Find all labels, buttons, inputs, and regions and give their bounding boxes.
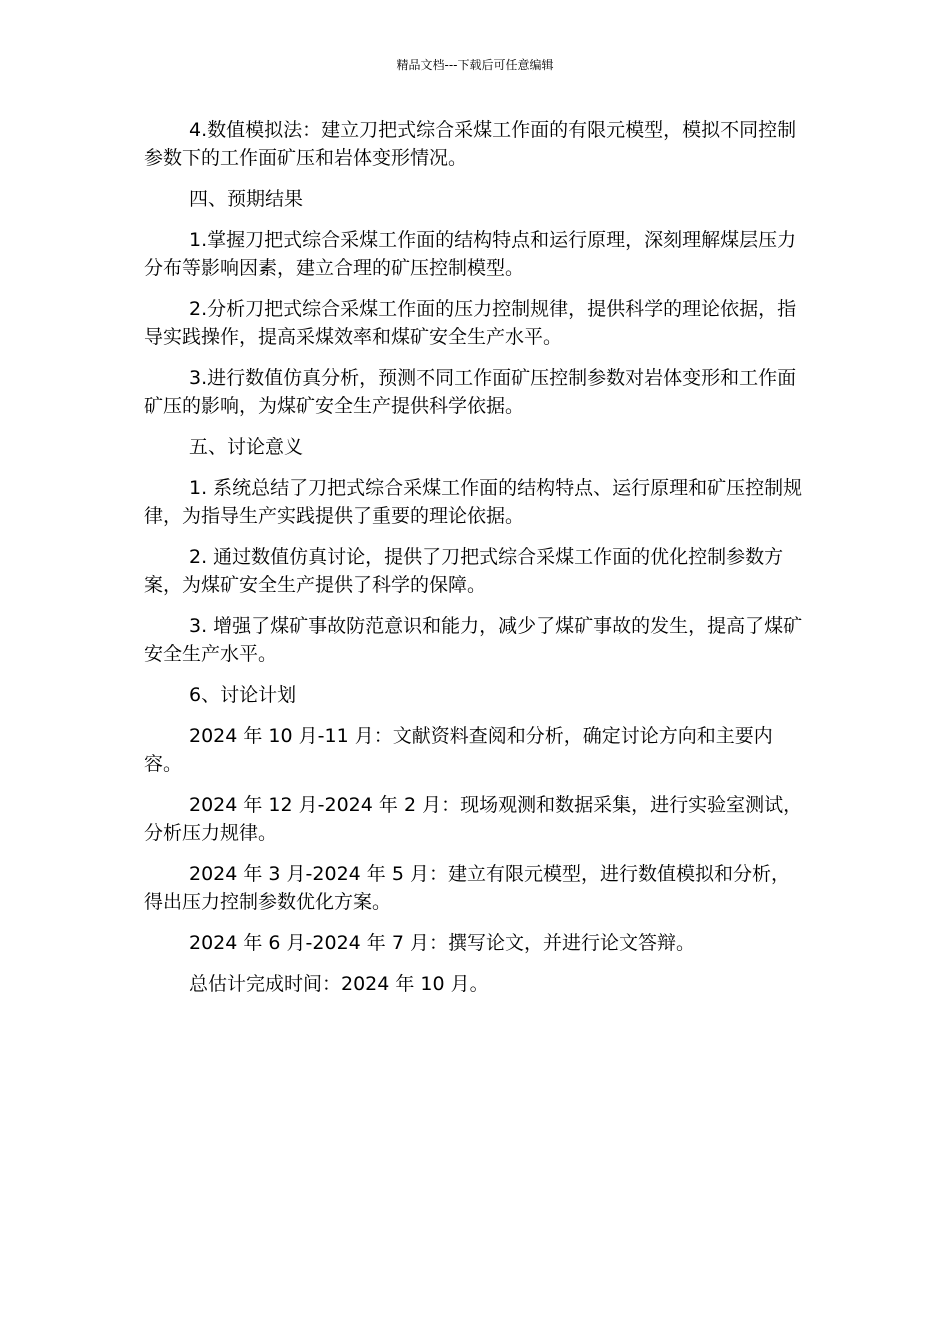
plan-item-4: 2024 年 6 月-2024 年 7 月：撰写论文，并进行论文答辩。 bbox=[189, 932, 695, 954]
paragraph-numerical-simulation: 4.数值模拟法：建立刀把式综合采煤工作面的有限元模型，模拟不同控制参数下的工作面矿压和岩体变形情况。 bbox=[144, 119, 797, 169]
paragraph-significance-2: 2. 通过数值仿真讨论，提供了刀把式综合采煤工作面的优化控制参数方案，为煤矿安全生产提供了科学的保障。 bbox=[144, 546, 784, 596]
plan-item-1: 2024 年 10 月-11 月：文献资料查阅和分析，确定讨论方向和主要内容。 bbox=[144, 725, 773, 775]
page-header: 精品文档---下载后可任意编辑 bbox=[396, 58, 554, 72]
plan-item-2: 2024 年 12 月-2024 年 2 月：现场观测和数据采集，进行实验室测试，分析压力规律。 bbox=[144, 794, 803, 844]
plan-item-3: 2024 年 3 月-2024 年 5 月：建立有限元模型，进行数值模拟和分析，得出压力控制参数优化方案。 bbox=[144, 863, 790, 913]
paragraph-result-3: 3.进行数值仿真分析，预测不同工作面矿压控制参数对岩体变形和工作面矿压的影响，为煤矿安全生产提供科学依据。 bbox=[144, 367, 797, 417]
section-heading-significance: 五、讨论意义 bbox=[189, 436, 304, 458]
section-heading-plan: 6、讨论计划 bbox=[189, 684, 297, 706]
plan-total-time: 总估计完成时间：2024 年 10 月。 bbox=[189, 973, 489, 995]
paragraph-result-2: 2.分析刀把式综合采煤工作面的压力控制规律，提供科学的理论依据，指导实践操作，提高采煤效率和煤矿安全生产水平。 bbox=[144, 298, 797, 348]
paragraph-significance-1: 1. 系统总结了刀把式综合采煤工作面的结构特点、运行原理和矿压控制规律，为指导生产实践提供了重要的理论依据。 bbox=[144, 477, 803, 527]
paragraph-result-1: 1.掌握刀把式综合采煤工作面的结构特点和运行原理，深刻理解煤层压力分布等影响因素，建立合理的矿压控制模型。 bbox=[144, 229, 797, 279]
paragraph-significance-3: 3. 增强了煤矿事故防范意识和能力，减少了煤矿事故的发生，提高了煤矿安全生产水平。 bbox=[144, 615, 803, 665]
document-body bbox=[144, 116, 808, 1011]
section-heading-expected-results: 四、预期结果 bbox=[189, 188, 304, 210]
